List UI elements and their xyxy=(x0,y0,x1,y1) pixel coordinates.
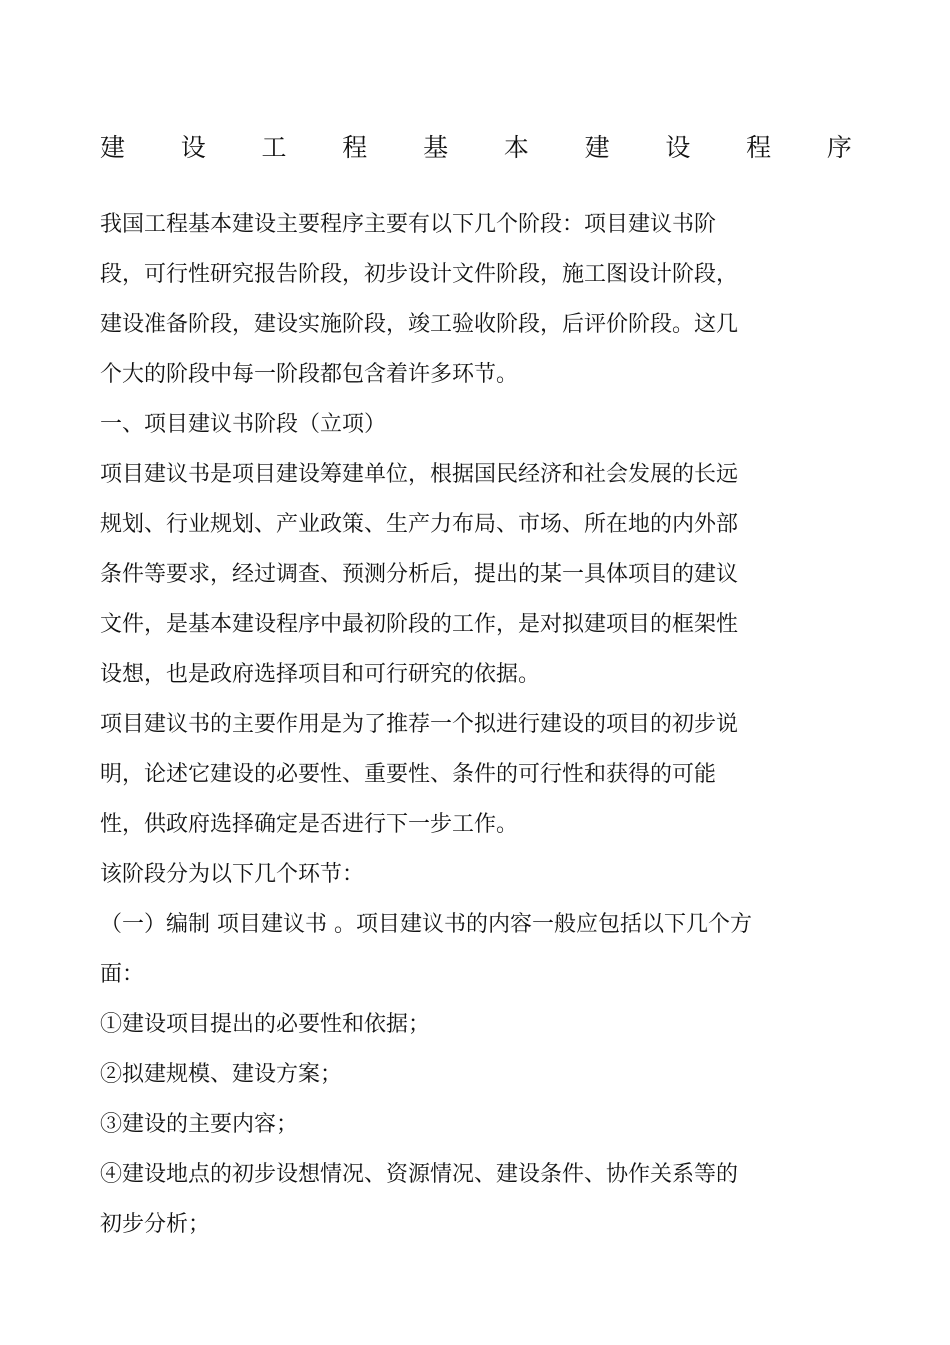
text-line: 性，供政府选择确定是否进行下一步工作。 xyxy=(100,812,519,837)
document-body xyxy=(100,200,820,1250)
text-line: 面： xyxy=(100,962,145,987)
list-item: ②拟建规模、建设方案； xyxy=(100,1062,343,1087)
list-item: ④建设地点的初步设想情况、资源情况、建设条件、协作关系等的 xyxy=(100,1162,739,1187)
title-char: 程 xyxy=(342,133,368,162)
title-char: 工 xyxy=(261,133,287,162)
text-line: 建设准备阶段，建设实施阶段，竣工验收阶段，后评价阶段。这几 xyxy=(100,312,739,337)
text-line: 文件，是基本建设程序中最初阶段的工作，是对拟建项目的框架性 xyxy=(100,612,739,637)
list-item: 初步分析； xyxy=(100,1212,211,1237)
text-line: 项目建议书的主要作用是为了推荐一个拟进行建设的项目的初步说 xyxy=(100,712,739,737)
text-line: 该阶段分为以下几个环节： xyxy=(100,862,365,887)
text-line: 明，论述它建设的必要性、重要性、条件的可行性和获得的可能 xyxy=(100,762,717,787)
title-char: 程 xyxy=(746,133,772,162)
title-char: 设 xyxy=(665,133,691,162)
text-line: 段，可行性研究报告阶段，初步设计文件阶段，施工图设计阶段， xyxy=(100,262,739,287)
list-item: ③建设的主要内容； xyxy=(100,1112,299,1137)
text-line: 项目建议书是项目建设筹建单位，根据国民经济和社会发展的长远 xyxy=(100,462,739,487)
document-title xyxy=(100,128,852,168)
title-char: 建 xyxy=(100,133,126,162)
list-item: ①建设项目提出的必要性和依据； xyxy=(100,1012,431,1037)
section-heading: 一、项目建议书阶段（立项） xyxy=(100,412,387,437)
title-char: 设 xyxy=(180,133,206,162)
title-char: 基 xyxy=(423,133,449,162)
title-char: 建 xyxy=(584,133,610,162)
text-line: 个大的阶段中每一阶段都包含着许多环节。 xyxy=(100,362,519,387)
text-line: 设想，也是政府选择项目和可行研究的依据。 xyxy=(100,662,541,687)
text-line: 我国工程基本建设主要程序主要有以下几个阶段：项目建议书阶 xyxy=(100,212,717,237)
title-char: 本 xyxy=(503,133,529,162)
text-line: （一）编制 项目建议书 。项目建议书的内容一般应包括以下几个方 xyxy=(100,912,752,937)
text-line: 规划、行业规划、产业政策、生产力布局、市场、所在地的内外部 xyxy=(100,512,739,537)
title-char: 序 xyxy=(826,133,852,162)
text-line: 条件等要求，经过调查、预测分析后，提出的某一具体项目的建议 xyxy=(100,562,739,587)
